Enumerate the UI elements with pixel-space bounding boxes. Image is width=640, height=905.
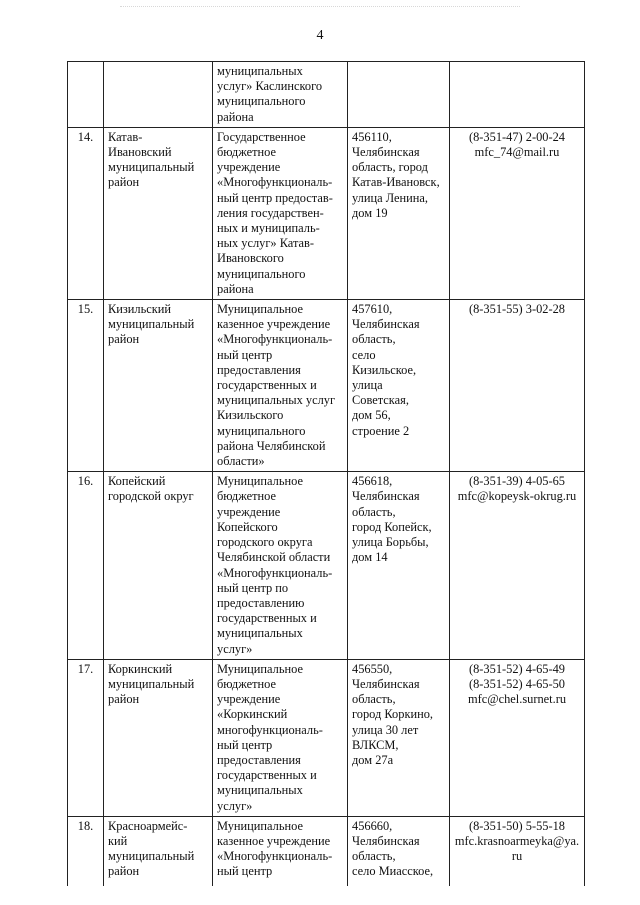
row-number: 15. [68,300,104,472]
address-cell: 457610, Челябинская область, село Кизильское, улица Советская, дом 56, строение 2 [348,300,450,472]
organization-cell: Муниципальное казенное учреждение «Многофункциональ- ный центр [213,816,348,886]
row-number: 16. [68,472,104,659]
address-cell: 456110, Челябинская область, город Катав-Ивановск, улица Ленина, дом 19 [348,127,450,299]
page-number: 4 [316,28,324,43]
address-cell: 456618, Челябинская область, город Копейск, улица Борьбы, дом 14 [348,472,450,659]
organization-cell: Муниципальное бюджетное учреждение «Коркинский многофункциональ- ный центр предоставления государственных и муниципальных услуг» [213,659,348,816]
row-number [68,62,104,128]
table-row [68,816,585,886]
table-row [68,659,585,816]
organization-cell: муниципальных услуг» Каслинского муниципального района [213,62,348,128]
address-cell: 456660, Челябинская область, село Миасское, [348,816,450,886]
table-row [68,62,585,128]
table-row [68,472,585,659]
address-cell [348,62,450,128]
contacts-cell: (8-351-39) 4-05-65 mfc@kopeysk-okrug.ru [450,472,585,659]
district-cell: Катав- Ивановский муниципальный район [104,127,213,299]
table-row [68,127,585,299]
address-cell: 456550, Челябинская область, город Коркино, улица 30 лет ВЛКСМ, дом 27а [348,659,450,816]
contacts-cell: (8-351-55) 3-02-28 [450,300,585,472]
contacts-cell: (8-351-47) 2-00-24 mfc_74@mail.ru [450,127,585,299]
organization-cell: Государственное бюджетное учреждение «Многофункциональ- ный центр предостав- ления государствен- ных и муниципаль- ных услуг» Катав- Ивановского муниципального района [213,127,348,299]
organization-cell: Муниципальное бюджетное учреждение Копейского городского округа Челябинской области «Многофункциональ- ный центр по предоставлению государственных и муниципальных услуг» [213,472,348,659]
contacts-cell [450,62,585,128]
row-number: 17. [68,659,104,816]
district-cell [104,62,213,128]
district-cell: Копейский городской округ [104,472,213,659]
row-number: 14. [68,127,104,299]
district-cell: Красноармейс- кий муниципальный район [104,816,213,886]
district-cell: Коркинский муниципальный район [104,659,213,816]
contacts-cell: (8-351-52) 4-65-49 (8-351-52) 4-65-50 mfc@chel.surnet.ru [450,659,585,816]
table-row [68,300,585,472]
mfc-table [67,61,585,886]
contacts-cell: (8-351-50) 5-55-18 mfc.krasnoarmeyka@ya. ru [450,816,585,886]
row-number: 18. [68,816,104,886]
district-cell: Кизильский муниципальный район [104,300,213,472]
organization-cell: Муниципальное казенное учреждение «Многофункциональ- ный центр предоставления государственных и муниципальных услуг Кизильского муниципального района Челябинской области» [213,300,348,472]
scan-artifact [120,6,520,10]
